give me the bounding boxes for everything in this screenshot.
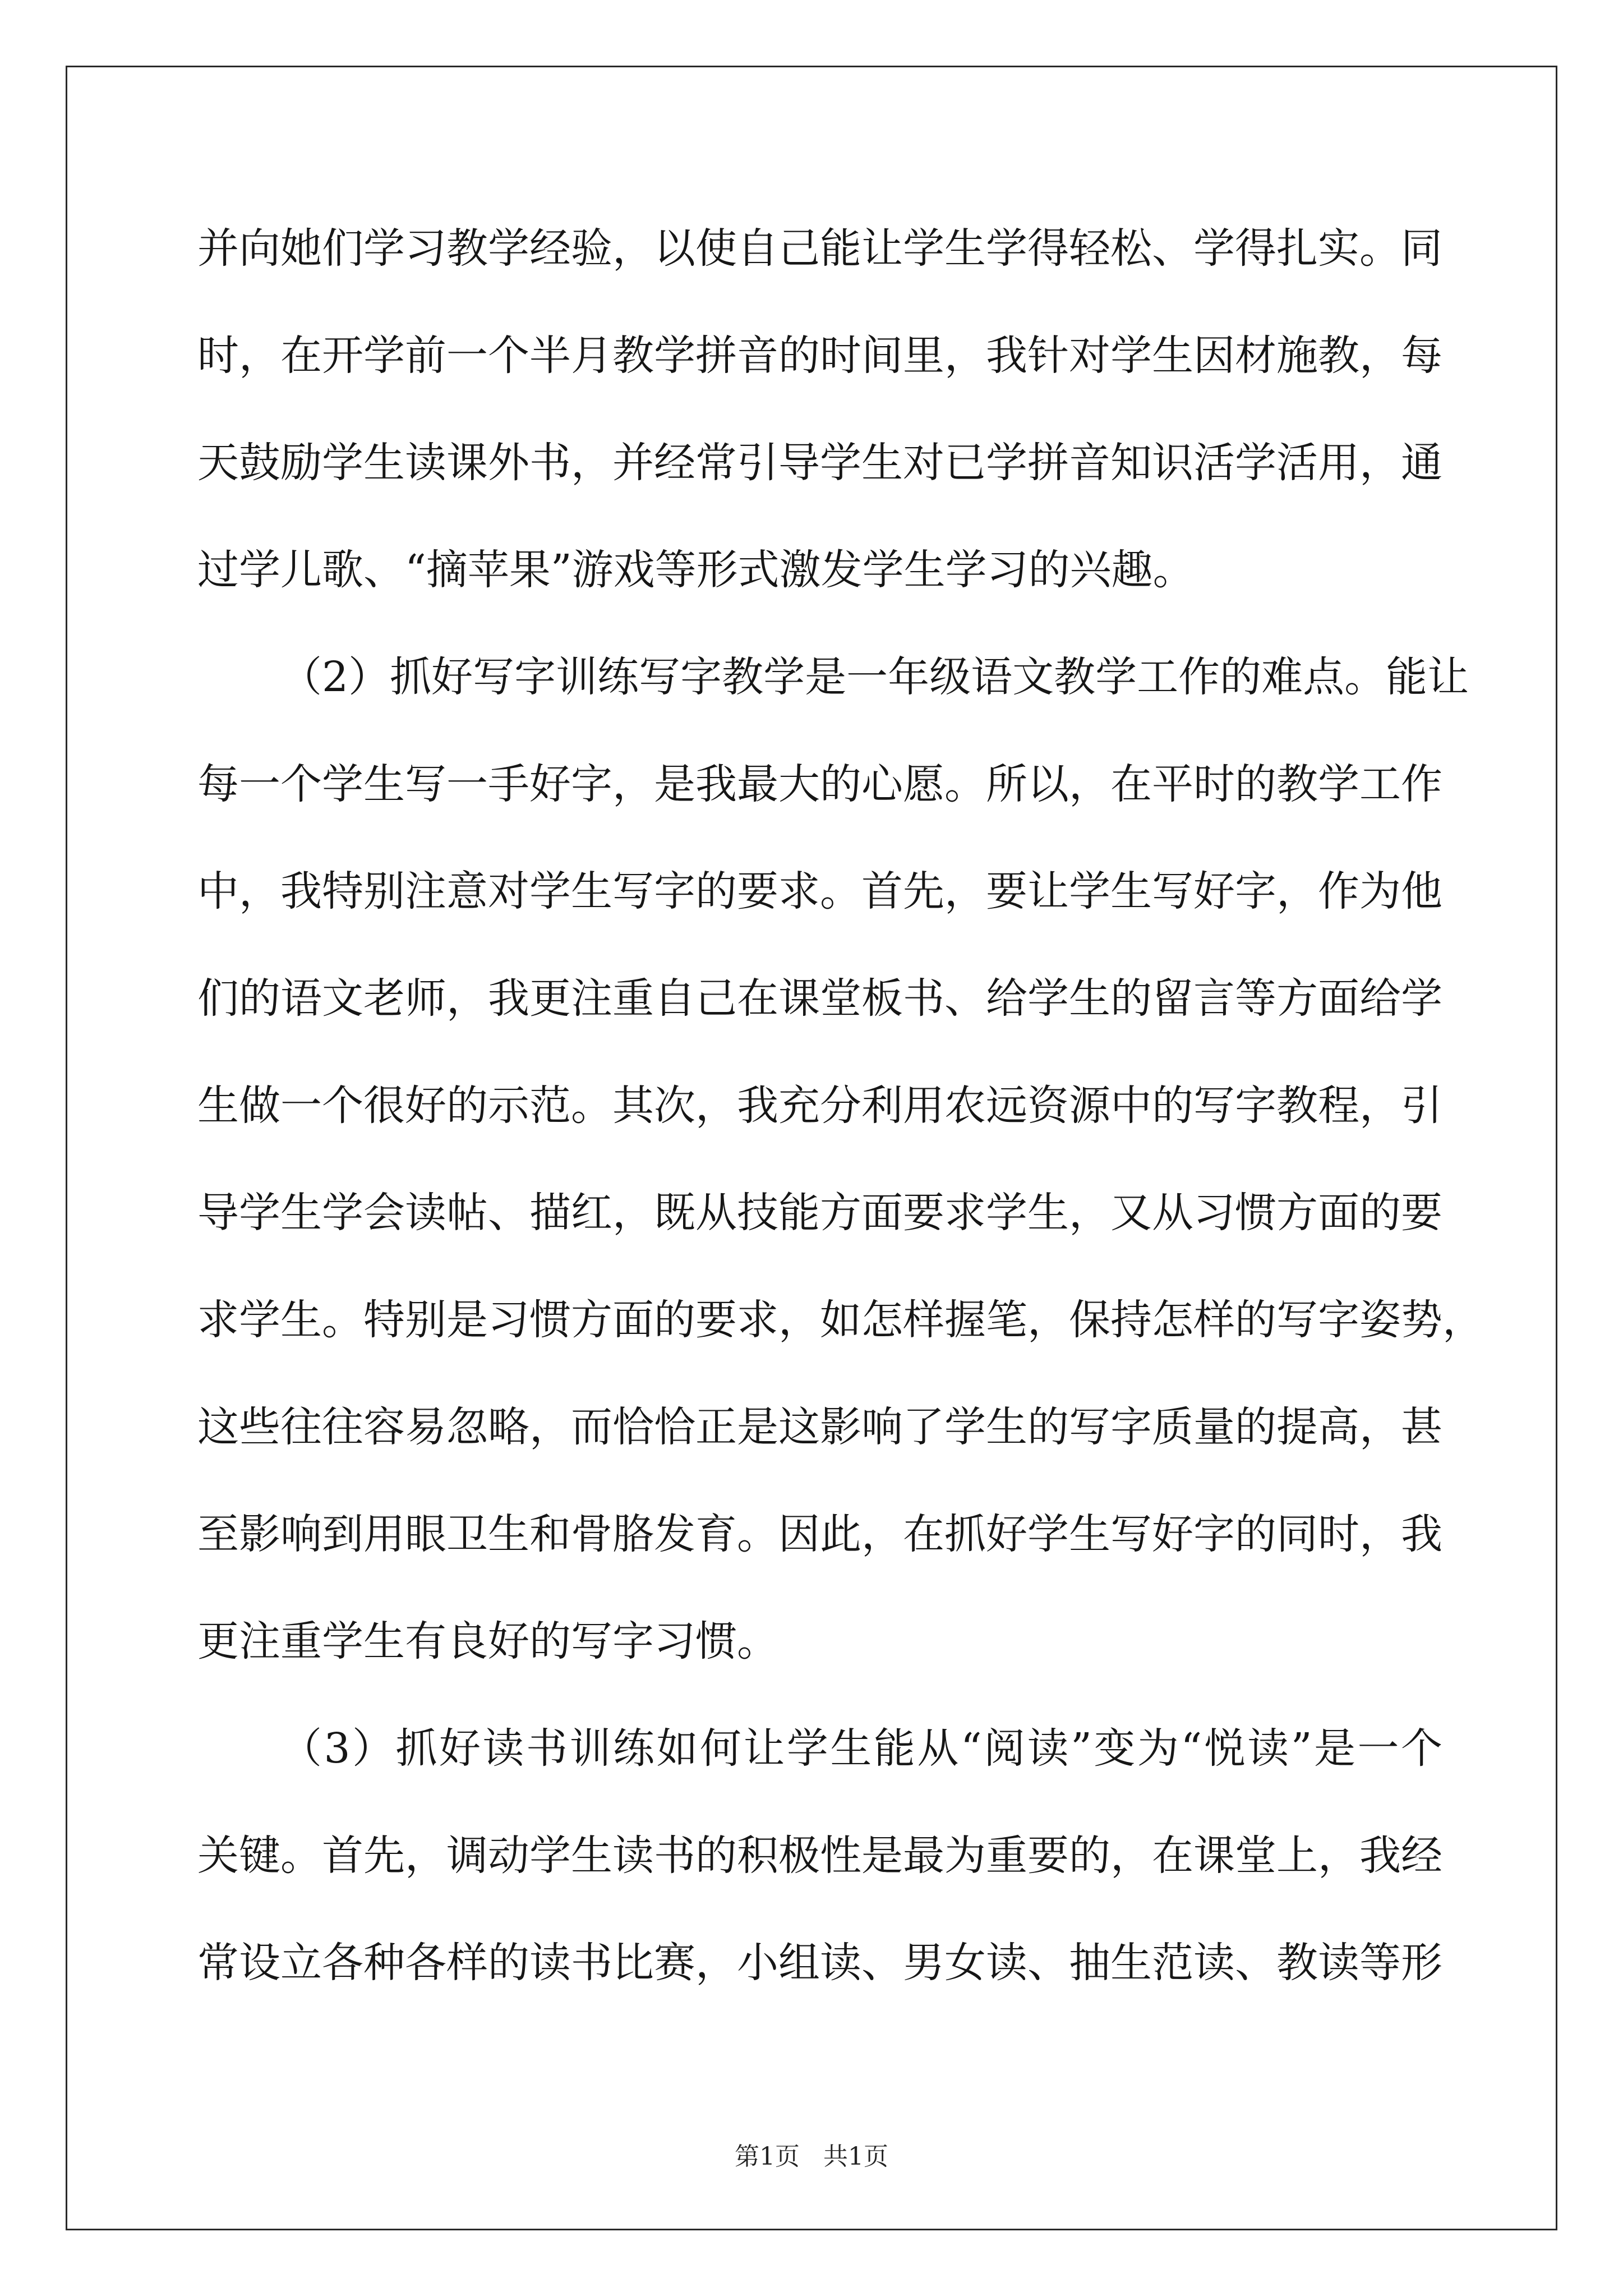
text-line: （3）抓好读书训练如何让学生能从“阅读”变为“悦读”是一个: [280, 1724, 1442, 1773]
text-line: 每一个学生写一手好字，是我最大的心愿。所以，在平时的教学工作: [197, 760, 1442, 808]
text-line: 天鼓励学生读课外书，并经常引导学生对已学拼音知识活学活用，通: [197, 439, 1442, 487]
paragraph-1: [197, 215, 1442, 643]
text-line: 时，在开学前一个半月教学拼音的时间里，我针对学生因材施教，每: [197, 332, 1442, 380]
paragraph-2: [197, 643, 1484, 1715]
text-line: 并向她们学习教学经验，以使自己能让学生学得轻松、学得扎实。同: [197, 224, 1442, 273]
text-line: 们的语文老师，我更注重自己在课堂板书、给学生的留言等方面给学: [197, 974, 1442, 1023]
text-line: 更注重学生有良好的写字习惯。: [197, 1617, 778, 1665]
text-line: 至影响到用眼卫生和骨胳发育。因此，在抓好学生写好字的同时，我: [197, 1510, 1442, 1558]
text-line: 求学生。特别是习惯方面的要求，如怎样握笔，保持怎样的写字姿势，: [197, 1296, 1484, 1344]
text-line: 关键。首先，调动学生读书的积极性是最为重要的，在课堂上，我经: [197, 1832, 1442, 1880]
page-footer: 第1页 共1页: [735, 2142, 888, 2171]
text-line: 这些往往容易忽略，而恰恰正是这影响了学生的写字质量的提高，甚: [197, 1403, 1442, 1451]
text-line: 生做一个很好的示范。其次，我充分利用农远资源中的写字教程，引: [197, 1082, 1442, 1130]
text-line: 常设立各种各样的读书比赛，小组读、男女读、抽生范读、教读等形: [197, 1939, 1442, 1987]
document-body: [197, 215, 1484, 2036]
text-line: 过学儿歌、“摘苹果”游戏等形式激发学生学习的兴趣。: [197, 546, 1195, 594]
text-line: 导学生学会读帖、描红，既从技能方面要求学生，又从习惯方面的要: [197, 1189, 1442, 1237]
paragraph-3: [197, 1715, 1442, 2036]
text-line: 中，我特别注意对学生写字的要求。首先，要让学生写好字，作为他: [197, 867, 1442, 915]
text-line: （2）抓好写字训练写字教学是一年级语文教学工作的难点。能让: [280, 653, 1469, 701]
